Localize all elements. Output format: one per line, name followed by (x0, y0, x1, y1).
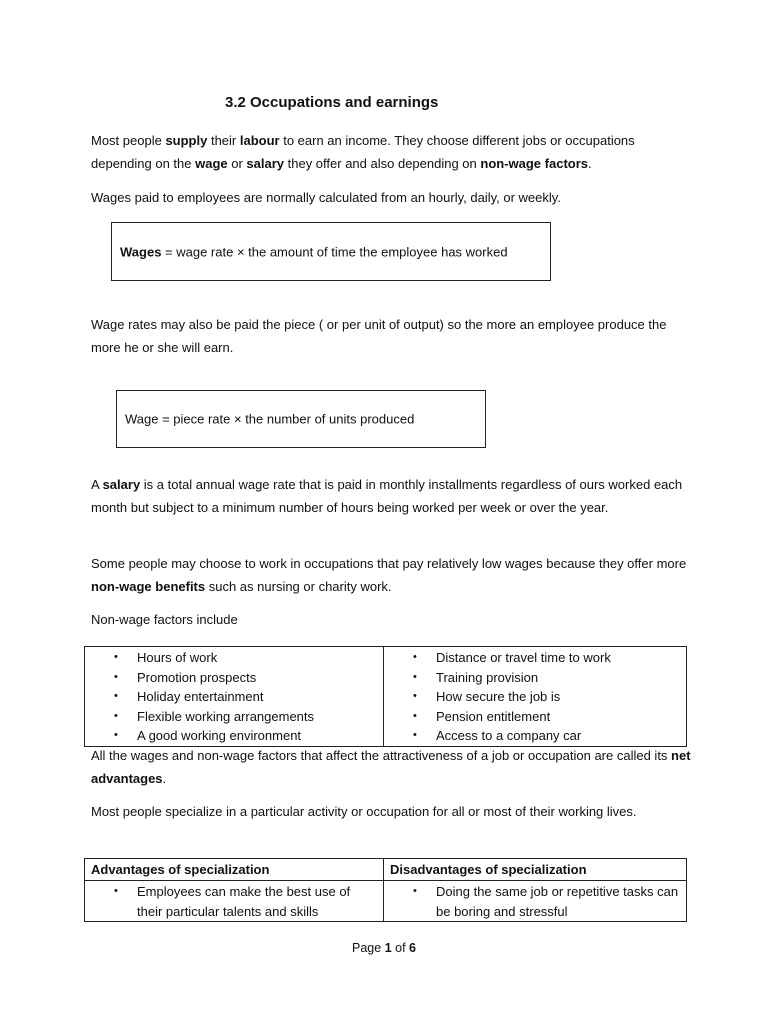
list-item-text: Distance or travel time to work (436, 650, 611, 665)
list-item (384, 882, 686, 921)
wages-formula-box (111, 222, 551, 281)
list-item (85, 707, 383, 727)
page-footer (0, 941, 768, 955)
list-item-text: Pension entitlement (436, 708, 551, 724)
disadvantages-list (384, 881, 686, 921)
term-labour: labour (239, 133, 280, 148)
advantages-list (85, 881, 383, 921)
intro-text-1: Most people (91, 133, 166, 148)
specialize-paragraph: Most people specialize in a particular activity or occupation for all or most of their working lives. (91, 804, 637, 819)
net-advantages-text-1: All the wages and non-wage factors that affect the attractiveness of a job or occupation are called its (91, 748, 672, 763)
non-wage-left-cell (85, 647, 384, 747)
list-item (85, 668, 383, 688)
list-item (384, 648, 686, 668)
bullet-icon: • (114, 709, 118, 722)
intro-text-6: . (588, 155, 592, 171)
list-item-text: Employees can make the best use of their particular talents and skills (137, 884, 351, 919)
non-wage-heading: Non-wage factors include (91, 612, 238, 627)
salary-paragraph (91, 474, 691, 519)
non-wage-left-list (85, 647, 383, 746)
term-salary-def: salary (102, 477, 141, 492)
non-wage-right-list (384, 647, 686, 746)
bullet-icon: • (413, 690, 417, 703)
list-item (384, 707, 686, 727)
salary-text-2: is a total annual wage rate that is paid in monthly installments regardless of ours worked each month but subject to a minimum number of hours being worked per week or over the year. (91, 477, 683, 515)
list-item-text: Holiday entertainment (137, 689, 264, 705)
bullet-icon: • (413, 729, 417, 742)
net-advantages-text-2: . (162, 770, 167, 786)
low-wages-text-1: Some people may choose to work in occupations that pay relatively low wages because they offer more (91, 556, 687, 571)
section-title: 3.2 Occupations and earnings (225, 94, 439, 111)
footer-text-2: of (391, 941, 410, 955)
intro-text-4: or (227, 155, 247, 171)
footer-text-1: Page (352, 941, 385, 955)
intro-text-5: they offer and also depending on (284, 155, 481, 171)
list-item-text: Access to a company car (436, 728, 582, 744)
non-wage-factors-table (84, 646, 687, 747)
list-item (384, 726, 686, 746)
list-item (384, 687, 686, 707)
bullet-icon: • (413, 670, 417, 683)
list-item (85, 648, 383, 668)
term-wage: wage (195, 155, 228, 171)
formula-term-wages: Wages (120, 244, 162, 259)
list-item (85, 687, 383, 707)
bullet-icon: • (413, 885, 417, 897)
wages-formula (120, 244, 508, 259)
list-item-text: Training provision (436, 669, 539, 685)
current-page-number: 1 (384, 941, 392, 955)
list-item (85, 882, 383, 921)
piece-rate-formula-box (116, 390, 486, 448)
advantages-cell (85, 881, 384, 922)
table-row (85, 647, 687, 747)
piece-rate-paragraph: Wage rates may also be paid the piece ( or per unit of output) so the more an employee produce the more he or she will earn. (91, 317, 667, 355)
non-wage-right-cell (384, 647, 687, 747)
list-item-text: Hours of work (137, 650, 218, 665)
bullet-icon: • (413, 651, 417, 663)
header-disadvantages: Disadvantages of specialization (384, 859, 687, 881)
term-non-wage-benefits: non-wage benefits (91, 578, 206, 594)
bullet-icon: • (114, 729, 118, 742)
total-pages-number: 6 (409, 941, 416, 955)
formula-rest: = wage rate × the amount of time the employee has worked (161, 244, 508, 259)
term-net-advantages: net advantages (91, 748, 691, 786)
list-item (85, 726, 383, 746)
intro-text-2: their (207, 133, 240, 148)
term-non-wage-factors: non-wage factors (480, 155, 588, 171)
intro-text-3: to earn an income. They choose different jobs or occupations depending on the (91, 133, 635, 171)
bullet-icon: • (413, 709, 417, 722)
piece-rate-formula: Wage = piece rate × the number of units produced (125, 411, 415, 427)
salary-text-1: A (91, 477, 103, 492)
specialization-table (84, 858, 687, 922)
net-advantages-paragraph (91, 745, 691, 790)
list-item (384, 668, 686, 688)
bullet-icon: • (114, 651, 118, 663)
list-item-text: Promotion prospects (137, 669, 257, 685)
table-header-row (85, 859, 687, 881)
header-advantages: Advantages of specialization (85, 859, 384, 881)
term-supply: supply (165, 133, 208, 148)
low-wages-paragraph (91, 553, 691, 598)
list-item-text: Flexible working arrangements (137, 708, 315, 724)
low-wages-text-2: such as nursing or charity work. (205, 578, 392, 594)
bullet-icon: • (114, 690, 118, 703)
term-salary: salary (246, 155, 285, 171)
table-row (85, 881, 687, 922)
list-item-text: How secure the job is (436, 689, 561, 705)
wages-calc-paragraph: Wages paid to employees are normally calculated from an hourly, daily, or weekly. (91, 190, 561, 205)
intro-paragraph (91, 130, 691, 175)
disadvantages-cell (384, 881, 687, 922)
bullet-icon: • (114, 885, 118, 897)
list-item-text: A good working environment (137, 728, 302, 744)
bullet-icon: • (114, 670, 118, 683)
list-item-text: Doing the same job or repetitive tasks can be boring and stressful (436, 884, 679, 919)
